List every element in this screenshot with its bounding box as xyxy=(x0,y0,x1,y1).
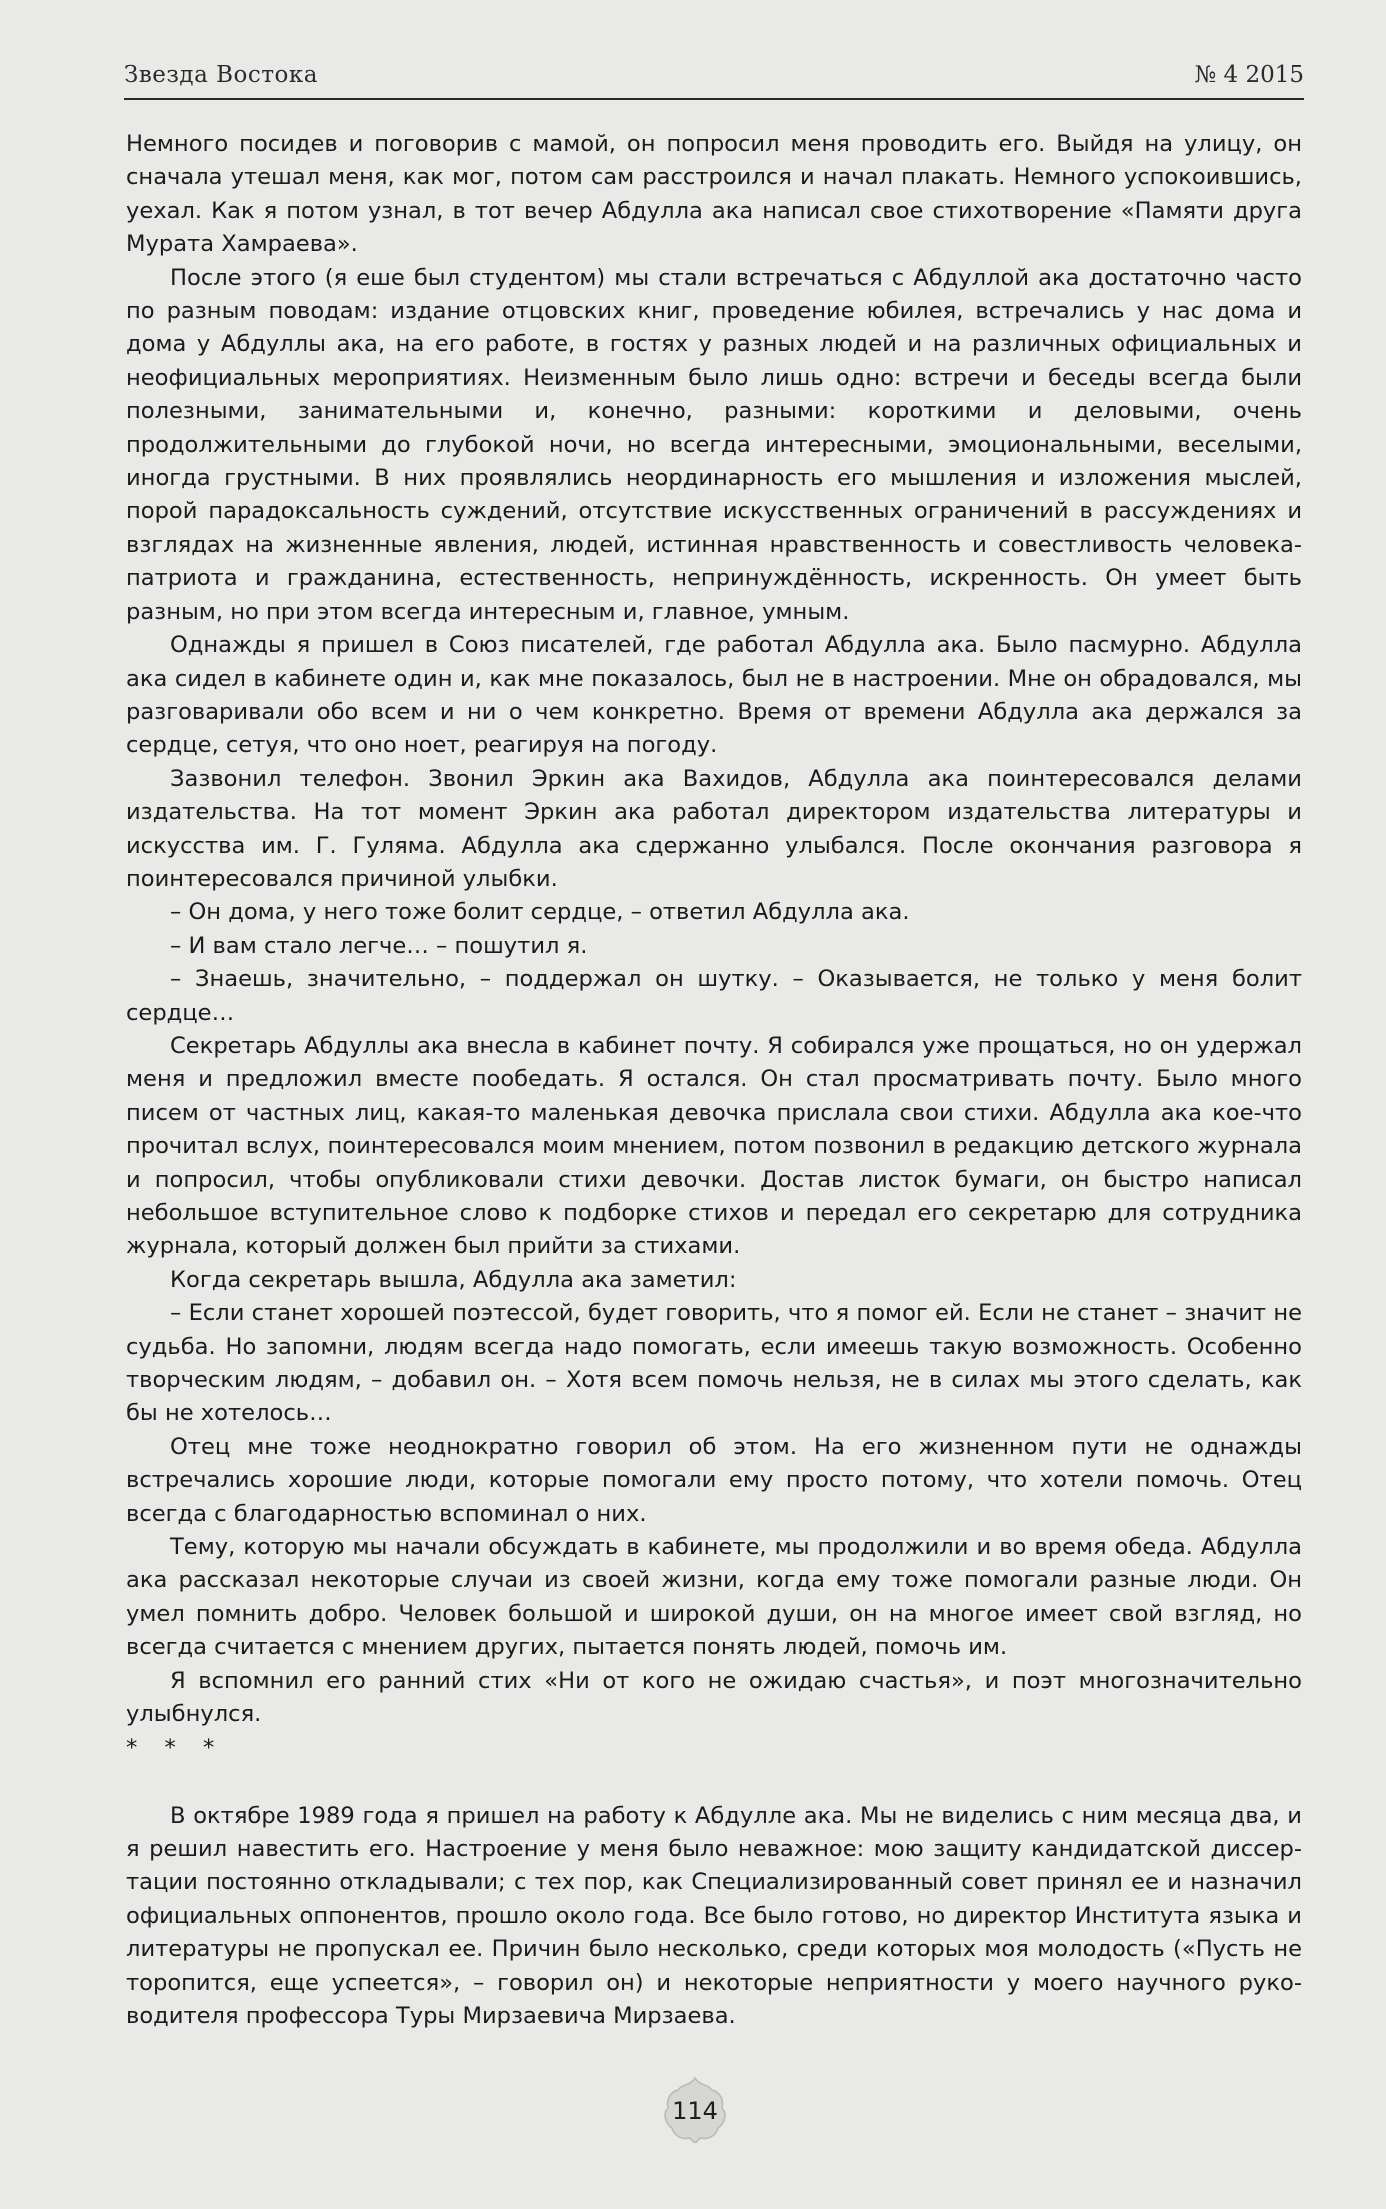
article-body xyxy=(126,128,1302,2033)
page-number: 114 xyxy=(672,2097,718,2125)
dialogue-line: – Если станет хорошей поэтессой, будет говорить, что я помог ей. Если не станет – значит не судьба. Но запомни, людям всегда надо помогать, если имеешь такую возможность. Особенно творческим людям, – добавил он. – Хотя всем помочь нельзя, не в силах мы этого сделать, как бы не хотелось… xyxy=(126,1300,1302,1427)
paragraph: В октябре 1989 года я пришел на работу к Абдулле ака. Мы не виделись с ним месяца два, и я решил навестить его. Настроение у меня было неважное: мою защиту кандидатской диссертации постоянно откладывали; с тех пор, как Специализированный совет принял ее и назначил официальных оппонентов, прошло около года. Все было готово, но директор Института языка и литературы не пропускал ее. Причин было несколько, среди которых моя молодость («Пусть не торопится, еще успеется», – говорил он) и некоторые неприятности у моего научного руководителя профессора Туры Мирзаевича Мирзаева. xyxy=(126,1802,1302,2029)
dialogue-line: – Он дома, у него тоже болит сердце, – ответил Абдулла ака. xyxy=(170,899,910,926)
page-number-badge xyxy=(662,2076,728,2146)
paragraph: Тему, которую мы начали обсуждать в кабинете, мы продолжили и во время обеда. Абдулла ака рассказал некоторые случаи из своей жизни, когда ему тоже помогали разные люди. Он умел помнить добро. Человек большой и широкой души, он на многое имеет свой взгляд, но всегда считается с мнением других, пытается понять людей, помочь им. xyxy=(126,1534,1302,1661)
dialogue-line: – Знаешь, значительно, – поддержал он шутку. – Оказывается, не только у меня болит сердце… xyxy=(126,966,1302,1026)
issue-number: № 4 2015 xyxy=(1194,62,1304,88)
paragraph: Секретарь Абдуллы ака внесла в кабинет почту. Я собирался уже прощаться, но он удержал меня и предложил вместе пообедать. Я остался. Он стал просматривать почту. Было много писем от частных лиц, какая-то маленькая девочка прислала свои стихи. Абдулла ака кое-что прочитал вслух, поинтересовался моим мнением, потом позвонил в редакцию детского журнала и попросил, чтобы опубликовали стихи девочки. Достав листок бумаги, он быстро написал небольшое вступительное слово к подборке стихов и передал его секретарю для сотрудника журнала, который должен был прийти за стихами. xyxy=(126,1032,1302,1260)
section-gap xyxy=(126,1766,1302,1800)
section-separator: * * * xyxy=(126,1734,225,1761)
paragraph: Однажды я пришел в Союз писателей, где работал Абдулла ака. Было пасмурно. Абдулла ака сидел в кабинете один и, как мне показалось, был не в настроении. Мне он обрадовался, мы разговаривали обо всем и ни о чем конкретно. Время от времени Абдулла ака держался за сердце, сетуя, что оно ноет, реагируя на погоду. xyxy=(126,632,1302,759)
paragraph: Зазвонил телефон. Звонил Эркин ака Вахидов, Абдулла ака поинтересовался делами издательства. На тот момент Эркин ака работал директором издательства литературы и искусства им. Г. Гуляма. Абдулла ака сдержанно улыбался. После окончания разговора я поинтересовался причиной улыбки. xyxy=(126,765,1302,892)
running-header xyxy=(124,58,1304,100)
paragraph: После этого (я еше был студентом) мы стали встречаться с Абдуллой ака достаточно часто по разным поводам: издание отцовских книг, проведение юбилея, встречались у нас дома и дома у Абдуллы ака, на его работе, в гостях у разных людей и на различных официальных и неофициальных мероприятиях. Неизменным было лишь одно: встречи и беседы всегда были полезными, занимательными и, конечно, разными: короткими и деловыми, очень продолжительными до глубокой ночи, но всегда интересными, эмоциональными, веселыми, иногда грустными. В них проявлялись неординарность его мышления и изложения мыслей, порой парадоксальность суждений, отсутствие искусственных ограничений в рассуждениях и взглядах на жизненные явления, людей, истинная нравственность и совестливость человека-патриота и гражданина, естественность, непринуждённость, искренность. Он умеет быть разным, но при этом всегда интересным и, главное, умным. xyxy=(126,264,1302,625)
paragraph: Отец мне тоже неоднократно говорил об этом. На его жизненном пути не однажды встречались хорошие люди, которые помогали ему просто потому, что хотели помочь. Отец всегда с благодарностью вспоминал о них. xyxy=(126,1433,1302,1527)
paragraph: Когда секретарь вышла, Абдулла ака заметил: xyxy=(170,1266,737,1293)
dialogue-line: – И вам стало легче… – пошутил я. xyxy=(170,932,588,959)
paragraph: Немного посидев и поговорив с мамой, он попросил меня проводить его. Выйдя на улицу, он сначала утешал меня, как мог, потом сам расстроился и начал плакать. Немного успокоившись, уехал. Как я потом узнал, в тот вечер Абдулла ака написал свое стихотворение «Памяти друга Мурата Хамраева». xyxy=(126,131,1302,258)
paragraph: Я вспомнил его ранний стих «Ни от кого не ожидаю счастья», и поэт многозначительно улыбнулся. xyxy=(126,1667,1302,1728)
journal-title: Звезда Востока xyxy=(124,62,318,88)
